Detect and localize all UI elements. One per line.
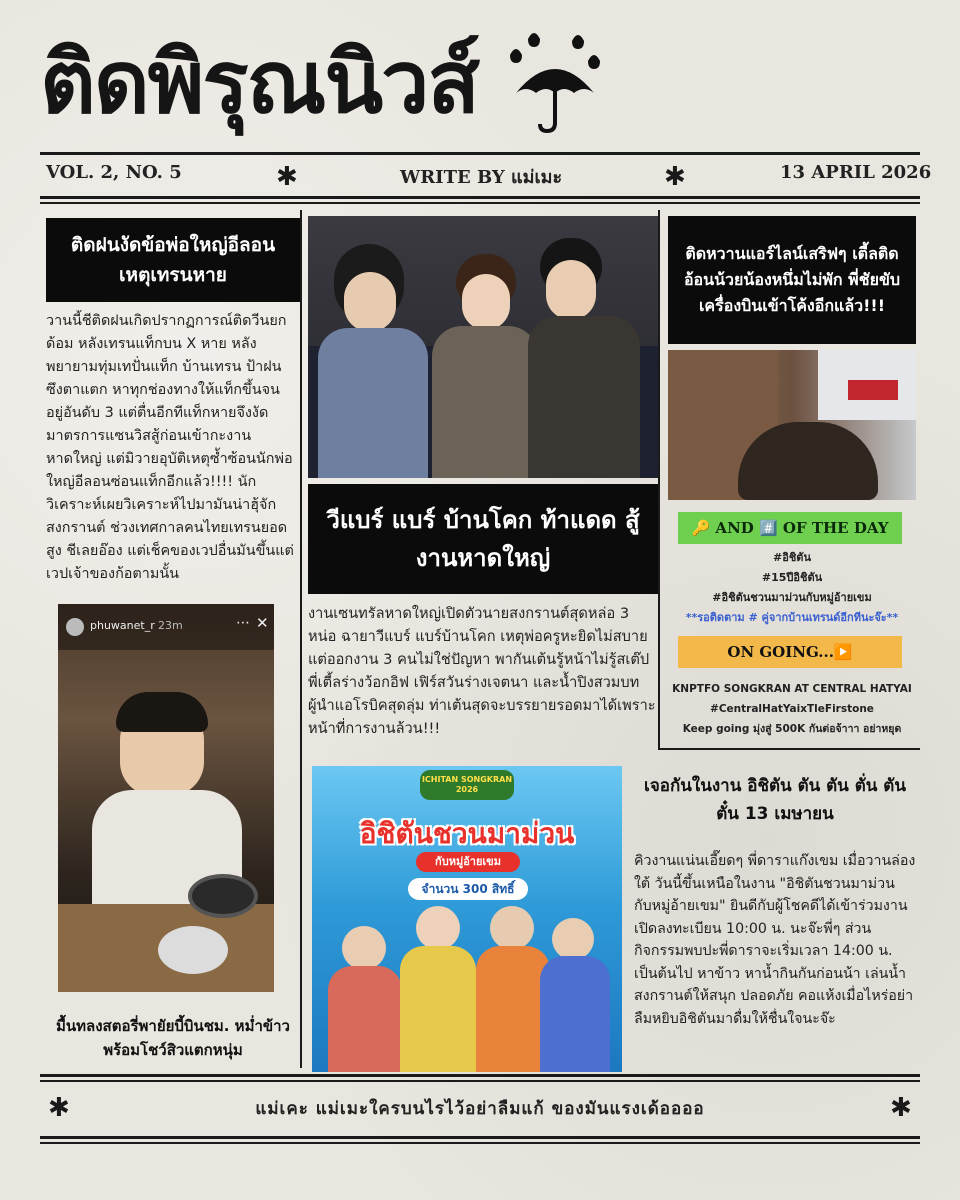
airline-photo bbox=[668, 350, 916, 500]
ichitan-event-poster bbox=[312, 766, 622, 1072]
and-of-the-day-badge: 🔑 AND #️⃣ OF THE DAY bbox=[678, 512, 902, 544]
story-screenshot-photo bbox=[58, 604, 274, 992]
avatar bbox=[66, 618, 84, 636]
close-icon: ✕ bbox=[256, 614, 269, 632]
asterisk-icon: ✱ bbox=[890, 1093, 912, 1123]
person-face bbox=[342, 926, 386, 970]
volume-number: VOL. 2, NO. 5 bbox=[46, 162, 182, 183]
person-face bbox=[416, 906, 460, 950]
masthead-title: ติดพิรุณนิวส์ bbox=[40, 33, 478, 133]
hashtag: #อิชิตันชวนมาม่วนกับหมู่อ้ายเขม bbox=[712, 591, 872, 604]
meta-bottom-rule bbox=[40, 196, 920, 199]
ongoing-badge: ON GOING...▶️ bbox=[678, 636, 902, 668]
person-outfit bbox=[432, 326, 538, 478]
hashtag: #อิชิตัน bbox=[773, 551, 811, 564]
footer-message: แม่เคะ แม่เมะใครบนไรไว้อย่าลืมแก้ ของมันแรงเด้ออออ bbox=[255, 1099, 705, 1119]
footer-top-rule bbox=[40, 1074, 920, 1077]
writer-credit: WRITE BY แม่เมะ bbox=[400, 167, 563, 188]
asterisk-icon: ✱ bbox=[48, 1093, 70, 1123]
story-username: phuwanet_r bbox=[90, 619, 155, 632]
center-article-body: งานเซนทรัลหาดใหญ่เปิดตัวนายสงกรานต์สุดหล่อ 3 หน่อ ฉายาวีแบร์ แบร์บ้านโคก เหตุพ่อครูหะยิดไม่สบาย แต่ออกงาน 3 คนไม่ใช่ปัญหา พากันเต้นรู้หน้าไม่รู้สเต๊ป พี่เตี้ลร่างว้อกอิฟ เฟิร์สวันร่างเจตนา และน้ำปิงสวมบทผู้นำแอโรบิคสุดลุ่ม ท่าเต้นสุดจะบรรยายรอดมาได้เพราะหน้าที่การงานล้วน!!! bbox=[308, 605, 656, 737]
asterisk-icon: ✱ bbox=[276, 162, 298, 192]
column-divider bbox=[658, 210, 660, 750]
hashtag-note: **รอติดตาม # คู่จากบ้านเทรนด์อีกทีนะจ๊ะ** bbox=[685, 611, 899, 624]
event-headline: เจอกันในงาน อิชิตัน ตัน ตัน ตั่น ตัน ตั๋น 13 เมษายน bbox=[644, 776, 906, 824]
left-article-body: วานนี้ชีติดฝนเกิดปรากฏการณ์ติดวีนยกด้อม หลังเทรนแท็กบน X หาย หลังพยายามทุ่มเทปั่นแท็ก บ้านเทรน ป้าฝนซึงตาแตก หาทุกช่องทางให้แท็กขึ้นจนอยู่อันดับ 3 แต่ตื่นอีกทีแท็กหายจึงงัดมาตรการแซนวิสสู้ก่อนเข้ากะงานหาดใหญ่ แต่มิวายอุบัติเหตุซ้ำซ้อนนักพ่อใหญ่อีลอนซ่อนแท็กอีกแล้ว!!!! นักวิเคราะห์เผยวิเคราะห์ไปมามันน่าฮุ้จัก สงกรานต์ ช่วงเทศกาลคนไทยเทรนยอดสูง ชีเลยอ๊อง แต่เช็คของเวปอื่นมันขึ้นแต่เวปเจ้าของก้อตามนั้น bbox=[46, 313, 294, 582]
event-goal: Keep going มุ่งสู่ 500K กันต่อจ้าาา อย่าหยุด bbox=[682, 723, 902, 735]
footer-bottom-rule-thin bbox=[40, 1142, 920, 1144]
column-divider bbox=[300, 210, 302, 1068]
left-photo-caption: มื้นทลงสตอรี่พายัยบี้บินชม. หม่ำข้าวพร้อมโชว์สิวแตกหนุ่ม bbox=[56, 1017, 290, 1059]
person-face bbox=[552, 918, 594, 960]
right-box-rule bbox=[658, 748, 920, 750]
person-outfit bbox=[540, 956, 610, 1072]
poster-logo: ICHITAN SONGKRAN 2026 bbox=[420, 770, 514, 800]
person-outfit bbox=[328, 966, 402, 1072]
footer-top-rule-thin bbox=[40, 1080, 920, 1082]
person-outfit bbox=[400, 946, 476, 1072]
event-name: KNPTFO SONGKRAN AT CENTRAL HATYAI bbox=[672, 683, 912, 695]
center-headline: วีแบร์ แบร์ บ้านโคก ท้าแดด สู้งานหาดใหญ่ bbox=[308, 484, 658, 594]
event-hashtag: #CentralHatYaixTleFirstone bbox=[710, 703, 874, 715]
asterisk-icon: ✱ bbox=[664, 162, 686, 192]
top-rule bbox=[40, 152, 920, 155]
person-face bbox=[462, 274, 510, 330]
person-outfit bbox=[476, 946, 550, 1072]
main-group-photo bbox=[308, 216, 658, 478]
meta-bottom-rule-thin bbox=[40, 202, 920, 204]
person-face bbox=[546, 260, 596, 320]
person-face bbox=[344, 272, 396, 332]
story-timestamp: 23m bbox=[158, 619, 183, 632]
umbrella-rain-icon bbox=[500, 25, 610, 135]
event-article-body: คิวงานแน่นเอี๊ยดๆ พี่ดาราแก๊งเขม เมื่อวานล่องใต้ วันนี้ขึ้นเหนือในงาน "อิชิตันชวนมาม่วน กับหมู่อ้ายเขม" ยินดีกับผู้โชคดีได้เข้าร่วมงาน เปิดลงทะเบียน 10:00 น. นะจ๊ะพี่ๆ ส่วนกิจกรรมพบปะพี่ดาราจะเริ่มเวลา 14:00 น. เป็นต้นไป หาข้าว หาน้ำกินกันก่อนน้า เล่นน้ำสงกรานต์ให้สนุก ปลอดภัย คอแห้งเมื่อไหร่อย่าลืมหยิบอิชิตันมาดื่มให้ชื่นใจนะจ๊ะ bbox=[634, 853, 916, 1027]
person-outfit bbox=[318, 328, 428, 478]
poster-subtitle: กับหมู่อ้ายเขม bbox=[416, 852, 520, 872]
footer-bottom-rule bbox=[40, 1136, 920, 1139]
person-hair bbox=[116, 692, 208, 732]
person-outfit bbox=[528, 316, 640, 478]
ramen-bowl bbox=[188, 874, 258, 918]
poster-quota: จำนวน 300 สิทธิ์ bbox=[408, 878, 528, 900]
left-headline: ติดฝนงัดข้อพ่อใหญ่อีลอนเหตุเทรนหาย bbox=[46, 218, 300, 302]
right-headline: ติดหวานแอร์ไลน์เสริฟๆ เตี้ลติดอ้อนน้วยน้องหนึ่มไม่พัก พี่ชัยขับเครื่องบินเข้าโค้งอีกแล้ว!!! bbox=[668, 216, 916, 344]
hashtag: #15ปีอิชิตัน bbox=[761, 571, 823, 584]
more-icon: ⋯ bbox=[236, 615, 250, 631]
plate bbox=[158, 926, 228, 974]
poster-title: อิชิตันชวนมาม่วน bbox=[359, 817, 575, 850]
person-face bbox=[490, 906, 534, 950]
issue-date: 13 APRIL 2026 bbox=[780, 162, 932, 183]
